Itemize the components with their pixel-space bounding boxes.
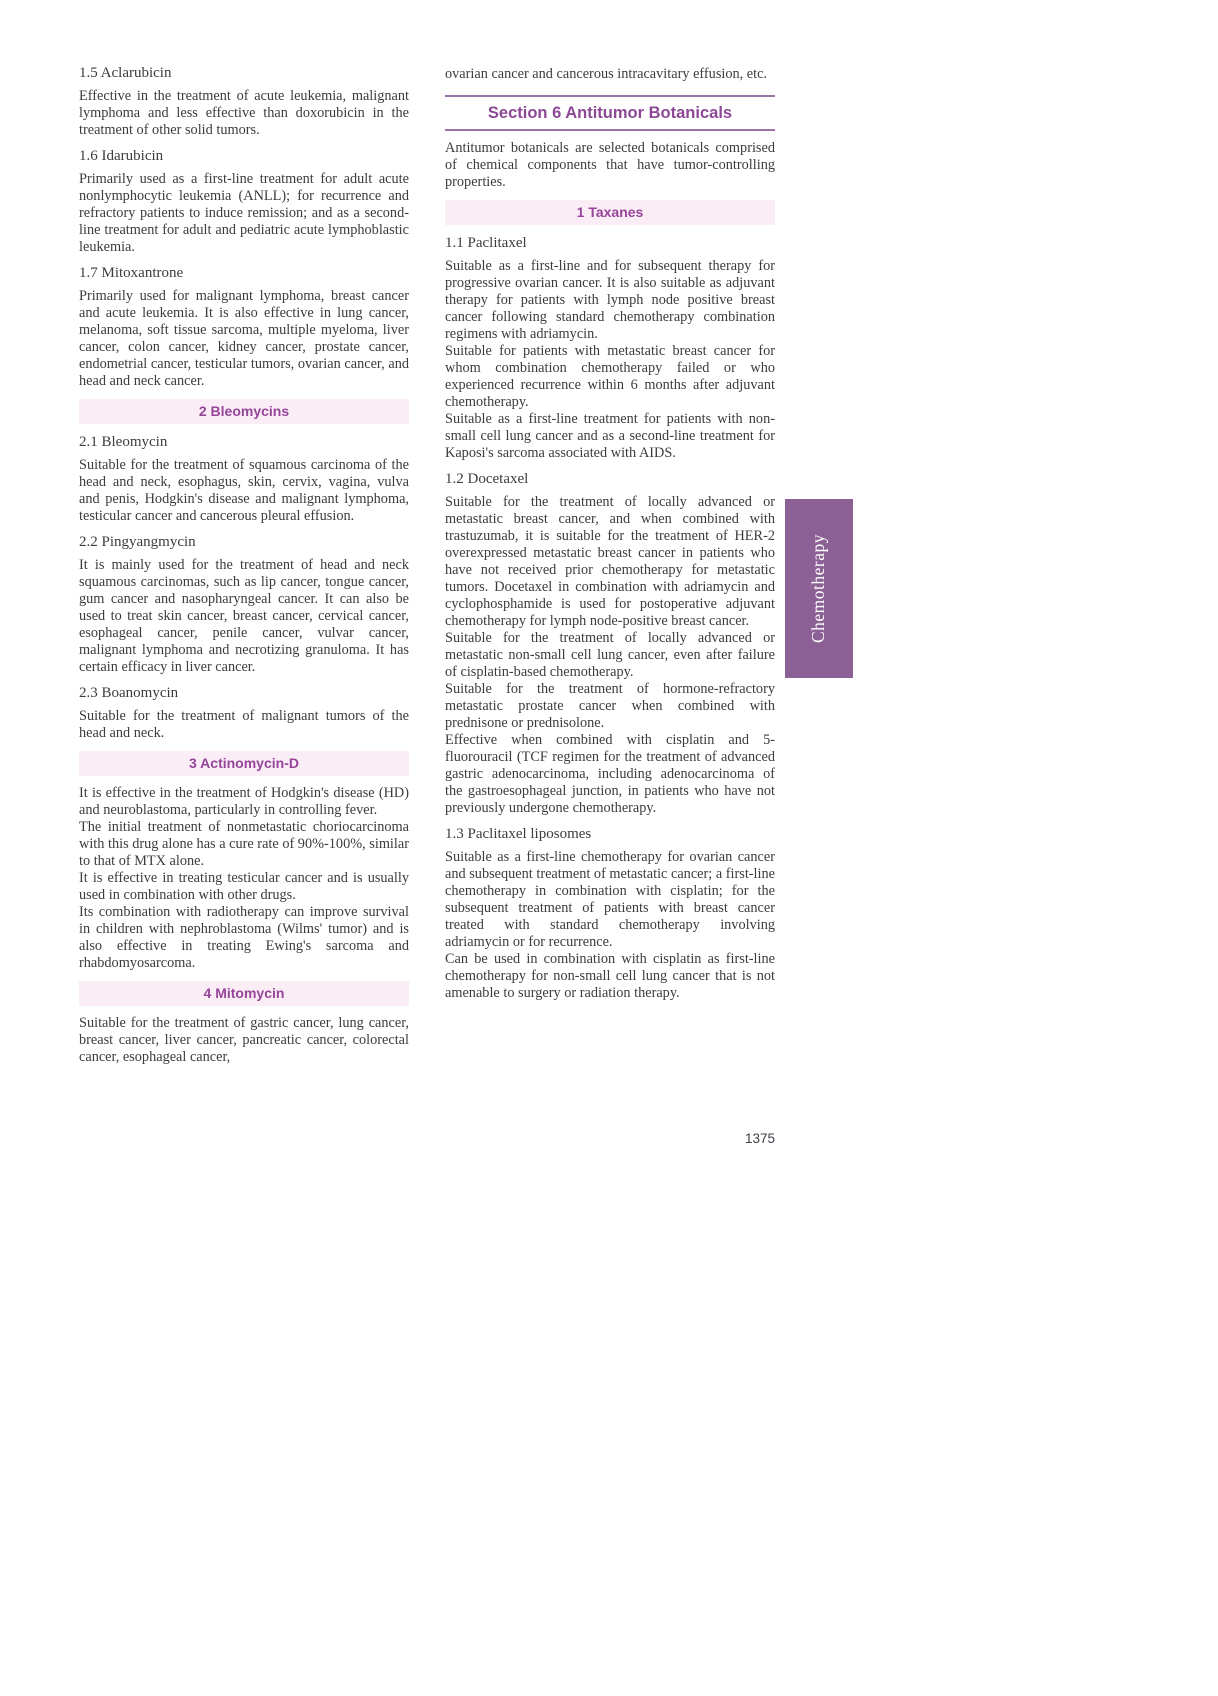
paragraph: Suitable as a first-line chemotherapy for ovarian cancer and subsequent treatment of metastatic cancer; a first-line chemotherapy in combination with cisplatin; for the subsequent treatment of patients with breast cancer treated with standard chemotherapy involving adriamycin or for recurrence. <box>445 849 775 950</box>
paragraph: Suitable for patients with metastatic breast cancer for whom combination chemotherapy failed or who experienced recurrence within 6 months after adjuvant chemotherapy. <box>445 343 775 410</box>
paragraph: Primarily used as a first-line treatment for adult acute nonlymphocytic leukemia (ANLL); for recurrence and refractory patients to induce remission; and as a second-line treatment for adult and pediatric acute lymphoblastic leukemia. <box>79 171 409 255</box>
subsection-header: 1 Taxanes <box>445 200 775 225</box>
section-header: Section 6 Antitumor Botanicals <box>445 95 775 131</box>
paragraph: Antitumor botanicals are selected botanicals comprised of chemical components that have tumor-controlling properties. <box>445 140 775 190</box>
chapter-side-tab-label: Chemotherapy <box>808 533 829 644</box>
paragraph: Suitable for the treatment of locally advanced or metastatic non-small cell lung cancer, even after failure of cisplatin-based chemotherapy. <box>445 630 775 680</box>
paragraph: Can be used in combination with cisplatin as first-line chemotherapy for non-small cell lung cancer that is not amenable to surgery or radiation therapy. <box>445 951 775 1001</box>
left-column <box>79 62 409 1066</box>
page-number: 1375 <box>744 1131 775 1146</box>
paragraph: Suitable for the treatment of malignant tumors of the head and neck. <box>79 708 409 741</box>
chapter-side-tab <box>785 499 853 678</box>
paragraph: Effective in the treatment of acute leukemia, malignant lymphoma and less effective than doxorubicin in the treatment of other solid tumors. <box>79 88 409 138</box>
right-column <box>445 62 775 1002</box>
drug-heading: 2.1 Bleomycin <box>79 434 168 450</box>
paragraph: Suitable for the treatment of hormone-refractory metastatic prostate cancer when combined with prednisone or prednisolone. <box>445 681 775 731</box>
paragraph: It is effective in the treatment of Hodgkin's disease (HD) and neuroblastoma, particularly in controlling fever. <box>79 785 409 818</box>
drug-heading: 2.3 Boanomycin <box>79 685 179 701</box>
drug-heading: 1.6 Idarubicin <box>79 148 164 164</box>
drug-heading: 1.5 Aclarubicin <box>79 65 172 81</box>
drug-heading: 1.3 Paclitaxel liposomes <box>445 826 592 842</box>
paragraph: Suitable as a first-line and for subsequent therapy for progressive ovarian cancer. It is also suitable as adjuvant therapy for patients with lymph node positive breast cancer following standard chemotherapy combination regimens with adriamycin. <box>445 258 775 342</box>
paragraph: The initial treatment of nonmetastatic choriocarcinoma with this drug alone has a cure rate of 90%-100%, similar to that of MTX alone. <box>79 819 409 869</box>
paragraph: ovarian cancer and cancerous intracavitary effusion, etc. <box>445 66 768 82</box>
paragraph: Suitable for the treatment of squamous carcinoma of the head and neck, esophagus, skin, cervix, vagina, vulva and penis, Hodgkin's disease and malignant lymphoma, testicular cancer and cancerous pleural effusion. <box>79 457 409 524</box>
drug-heading: 1.7 Mitoxantrone <box>79 265 184 281</box>
paragraph: Suitable as a first-line treatment for patients with non-small cell lung cancer and as a second-line treatment for Kaposi's sarcoma associated with AIDS. <box>445 411 775 461</box>
paragraph: Primarily used for malignant lymphoma, breast cancer and acute leukemia. It is also effective in lung cancer, melanoma, soft tissue sarcoma, multiple myeloma, liver cancer, colon cancer, kidney cancer, prostate cancer, endometrial cancer, testicular tumors, ovarian cancer, and head and neck cancer. <box>79 288 409 389</box>
subsection-header: 4 Mitomycin <box>79 981 409 1006</box>
subsection-header: 2 Bleomycins <box>79 399 409 424</box>
paragraph: Suitable for the treatment of locally advanced or metastatic breast cancer, and when combined with trastuzumab, it is suitable for the treatment of HER-2 overexpressed metastatic breast cancer in patients who have not received prior chemotherapy for metastatic tumors. Docetaxel in combination with adriamycin and cyclophosphamide is used for postoperative adjuvant chemotherapy for lymph node-positive breast cancer. <box>445 494 775 629</box>
paragraph: Suitable for the treatment of gastric cancer, lung cancer, breast cancer, liver cancer, pancreatic cancer, colorectal cancer, esophageal cancer, <box>79 1015 409 1065</box>
paragraph: Its combination with radiotherapy can improve survival in children with nephroblastoma (Wilms' tumor) and is also effective in treating Ewing's sarcoma and rhabdomyosarcoma. <box>79 904 409 971</box>
paragraph: Effective when combined with cisplatin and 5-fluorouracil (TCF regimen for the treatment of advanced gastric adenocarcinoma, including adenocarcinoma of the gastroesophageal junction, in patients who have not previously undergone chemotherapy. <box>445 732 775 816</box>
paragraph: It is mainly used for the treatment of head and neck squamous carcinomas, such as lip cancer, tongue cancer, gum cancer and nasopharyngeal cancer. It can also be used to treat skin cancer, breast cancer, cervical cancer, esophageal cancer, penile cancer, vulvar cancer, malignant lymphoma and necrotizing granuloma. It has certain efficacy in liver cancer. <box>79 557 409 675</box>
drug-heading: 1.1 Paclitaxel <box>445 235 527 251</box>
subsection-header: 3 Actinomycin-D <box>79 751 409 776</box>
paragraph: It is effective in treating testicular cancer and is usually used in combination with other drugs. <box>79 870 409 903</box>
drug-heading: 2.2 Pingyangmycin <box>79 534 196 550</box>
drug-heading: 1.2 Docetaxel <box>445 471 529 487</box>
